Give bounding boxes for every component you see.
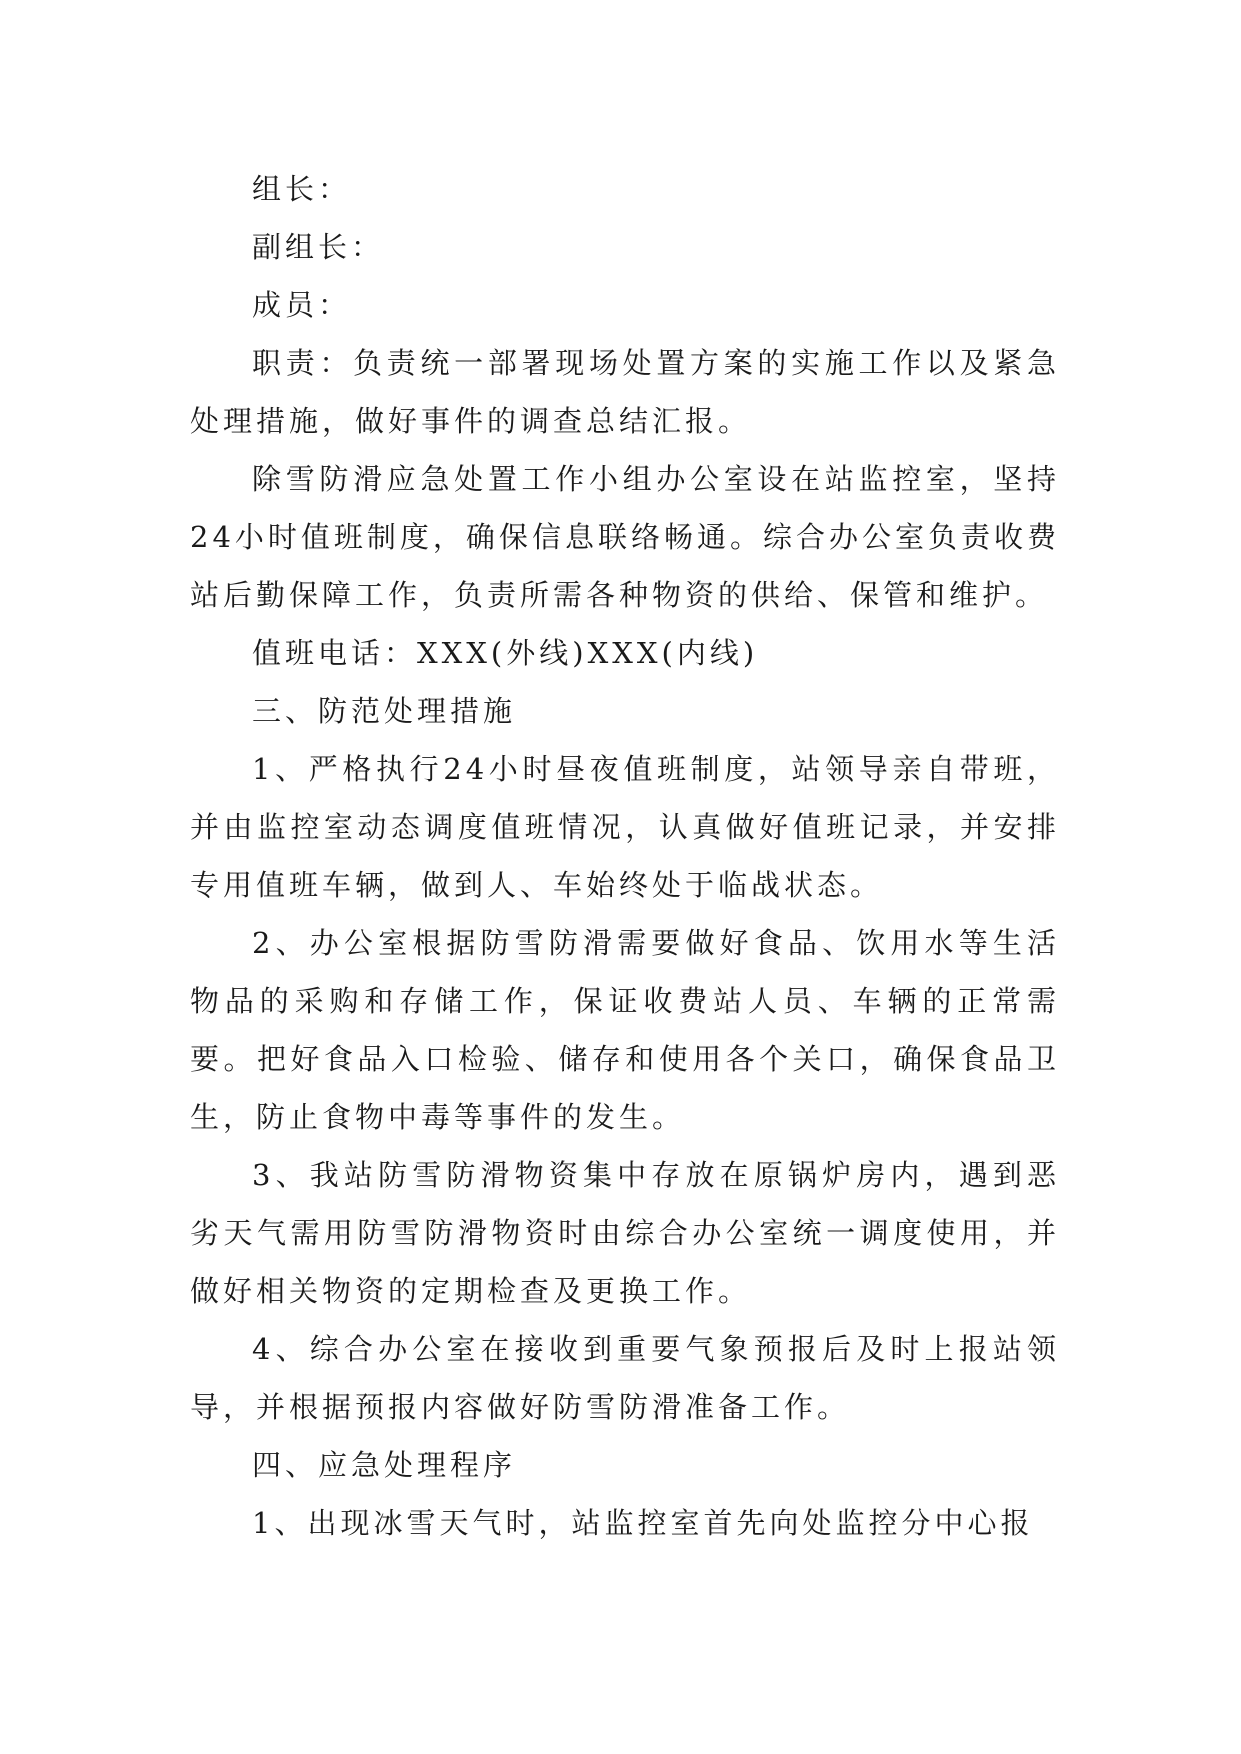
paragraph-duties: 职责：负责统一部署现场处置方案的实施工作以及紧急处理措施，做好事件的调查总结汇报。 [190, 346, 1060, 438]
section-heading-prevention: 三、防范处理措施 [252, 694, 517, 728]
paragraph-deputy-leader: 副组长： [252, 230, 385, 264]
section-heading-emergency: 四、应急处理程序 [252, 1448, 517, 1482]
paragraph-members: 成员： [252, 288, 352, 322]
paragraph-emergency-1: 1、出现冰雪天气时，站监控室首先向处监控分中心报 [252, 1506, 1034, 1540]
paragraph-duty-phone: 值班电话：XXX(外线)XXX(内线) [252, 636, 759, 670]
paragraph-team-leader: 组长： [252, 172, 352, 206]
paragraph-prevention-2: 2、办公室根据防雪防滑需要做好食品、饮用水等生活物品的采购和存储工作，保证收费站人员、车辆的正常需要。把好食品入口检验、储存和使用各个关口，确保食品卫生，防止食物中毒等事件的发生。 [190, 926, 1060, 1134]
document-body [190, 160, 1060, 1552]
paragraph-prevention-3: 3、我站防雪防滑物资集中存放在原锅炉房内，遇到恶劣天气需用防雪防滑物资时由综合办公室统一调度使用，并做好相关物资的定期检查及更换工作。 [190, 1158, 1060, 1308]
paragraph-prevention-1: 1、严格执行24小时昼夜值班制度，站领导亲自带班，并由监控室动态调度值班情况，认真做好值班记录，并安排专用值班车辆，做到人、车始终处于临战状态。 [190, 752, 1060, 902]
paragraph-prevention-4: 4、综合办公室在接收到重要气象预报后及时上报站领导，并根据预报内容做好防雪防滑准备工作。 [190, 1332, 1060, 1424]
paragraph-office: 除雪防滑应急处置工作小组办公室设在站监控室，坚持24小时值班制度，确保信息联络畅通。综合办公室负责收费站后勤保障工作，负责所需各种物资的供给、保管和维护。 [190, 462, 1060, 612]
